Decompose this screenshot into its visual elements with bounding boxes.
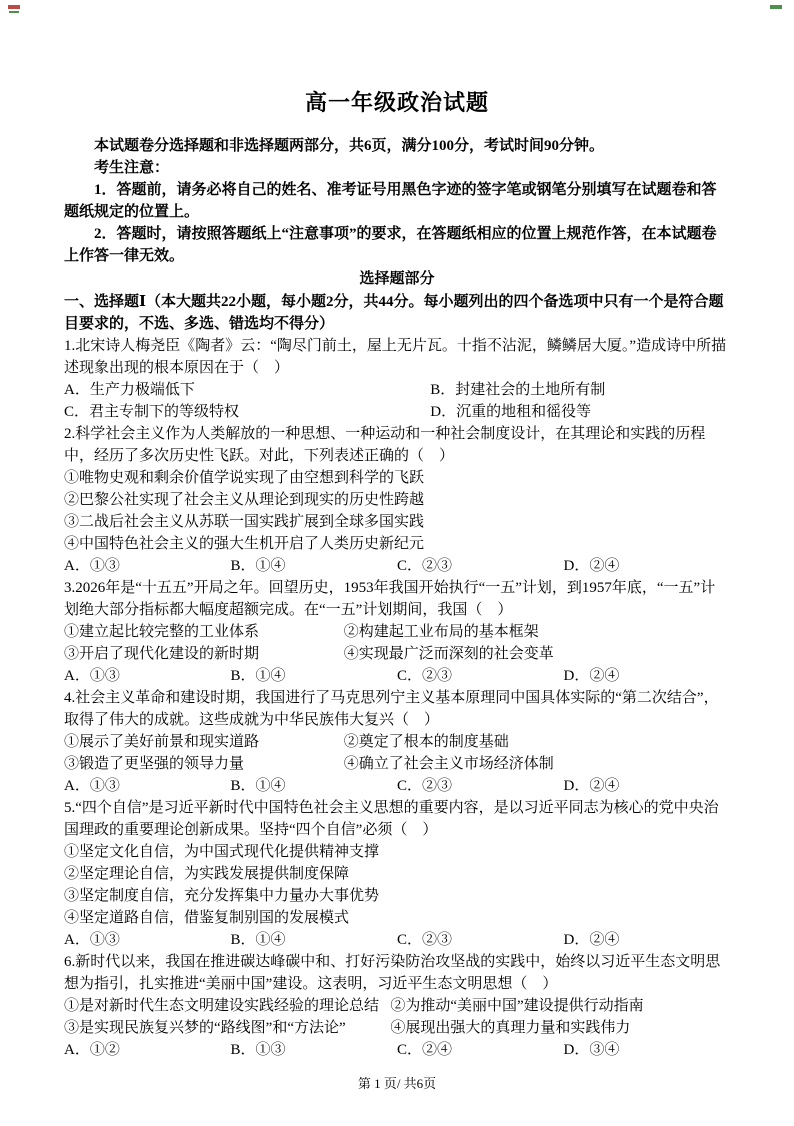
question-stem: 3.2026年是“十五五”开局之年。回望历史，1953年我国开始执行“一五”计划，到1957年底，“一五”计划绝大部分指标都大幅度超额完成。在“一五”计划期间，我国（ ） xyxy=(64,580,716,618)
answer-c: C．②③ xyxy=(397,558,453,574)
answer-a: A．①③ xyxy=(64,778,120,794)
notice-item-1: 1．答题前，请务必将自己的姓名、准考证号用黑色字迹的签字笔或钢笔分别填写在试题卷和答题纸规定的位置上。 xyxy=(64,182,717,220)
answer-row xyxy=(64,775,730,797)
statement-4: ④展现出强大的真理力量和实践伟力 xyxy=(390,1020,631,1036)
question-6 xyxy=(64,951,730,1061)
notice-label: 考生注意： xyxy=(94,160,170,176)
answer-row xyxy=(64,665,730,687)
question-2 xyxy=(64,423,730,577)
question-stem: 6.新时代以来，我国在推进碳达峰碳中和、打好污染防治攻坚战的实践中，始终以习近平生态文明思想为指引，扎实推进“美丽中国”建设。这表明，习近平生态文明思想（ ） xyxy=(64,954,721,992)
question-stem: 5.“四个自信”是习近平新时代中国特色社会主义思想的重要内容，是以习近平同志为核心的党中央治国理政的重要理论创新成果。坚持“四个自信”必须（ ） xyxy=(64,800,719,838)
answer-d: D．②④ xyxy=(563,778,620,794)
page-footer: 第 1 页/ 共6页 xyxy=(357,1076,437,1091)
question-5 xyxy=(64,797,730,951)
question-stem: 1.北宋诗人梅尧臣《陶者》云：“陶尽门前土，屋上无片瓦。十指不沾泥，鳞鳞居大厦。”造成诗中所描述现象出现的根本原因在于（ ） xyxy=(64,338,727,376)
answer-a: A．①③ xyxy=(64,668,120,684)
statement-1: ①唯物史观和剩余价值学说实现了由空想到科学的飞跃 xyxy=(64,470,425,486)
answer-d: D．②④ xyxy=(563,668,620,684)
statement-2: ②构建起工业布局的基本框架 xyxy=(343,624,539,640)
question-stem: 4.社会主义革命和建设时期，我国进行了马克思列宁主义基本原理同中国具体实际的“第二次结合”，取得了伟大的成就。这些成就为中华民族伟大复兴（ ） xyxy=(64,690,719,728)
statement-4: ④中国特色社会主义的强大生机开启了人类历史新纪元 xyxy=(64,536,425,552)
statement-3: ③是实现民族复兴梦的“路线图”和“方法论” xyxy=(64,1020,346,1036)
answer-b: B．①④ xyxy=(230,778,286,794)
answer-b: B．①④ xyxy=(230,668,286,684)
answer-c: C．②④ xyxy=(397,1042,453,1058)
option-a: A．生产力极端低下 xyxy=(64,382,195,398)
statement-2: ②为推动“美丽中国”建设提供行动指南 xyxy=(390,998,644,1014)
statement-3: ③二战后社会主义从苏联一国实践扩展到全球多国实践 xyxy=(64,514,425,530)
notice-item-2: 2．答题时，请按照答题纸上“注意事项”的要求，在答题纸相应的位置上规范作答，在本试题卷上作答一律无效。 xyxy=(64,226,717,264)
question-stem: 2.科学社会主义作为人类解放的一种思想、一种运动和一种社会制度设计，在其理论和实践的历程中，经历了多次历史性飞跃。对此，下列表述正确的（ ） xyxy=(64,426,706,464)
statement-grid xyxy=(64,995,730,1039)
statement-1: ①坚定文化自信，为中国式现代化提供精神支撑 xyxy=(64,844,380,860)
statement-4: ④坚定道路自信，借鉴复制别国的发展模式 xyxy=(64,910,350,926)
answer-d: D．②④ xyxy=(563,932,620,948)
answer-d: D．③④ xyxy=(563,1042,620,1058)
exam-summary: 本试题卷分选择题和非选择题两部分，共6页，满分100分，考试时间90分钟。 xyxy=(94,138,605,154)
statement-3: ③开启了现代化建设的新时期 xyxy=(64,646,260,662)
statement-grid xyxy=(64,731,730,775)
option-d: D．沉重的地租和徭役等 xyxy=(430,404,592,420)
answer-a: A．①③ xyxy=(64,932,120,948)
option-grid xyxy=(64,379,730,423)
answer-row xyxy=(64,555,730,577)
option-b: B．封建社会的土地所有制 xyxy=(430,382,606,398)
statement-2: ②奠定了根本的制度基础 xyxy=(343,734,509,750)
question-1 xyxy=(64,335,730,423)
part-intro: 一、选择题Ⅰ（本大题共22小题，每小题2分，共44分。每小题列出的四个备选项中只有一个是符合题目要求的，不选、多选、错选均不得分） xyxy=(64,294,724,332)
question-4 xyxy=(64,687,730,797)
answer-a: A．①③ xyxy=(64,558,120,574)
section-header: 选择题部分 xyxy=(359,271,435,287)
answer-c: C．②③ xyxy=(397,778,453,794)
answer-c: C．②③ xyxy=(397,668,453,684)
statement-3: ③锻造了更坚强的领导力量 xyxy=(64,756,245,772)
answer-b: B．①③ xyxy=(230,1042,286,1058)
question-3 xyxy=(64,577,730,687)
statement-grid xyxy=(64,621,730,665)
answer-b: B．①④ xyxy=(230,932,286,948)
answer-a: A．①② xyxy=(64,1042,120,1058)
statement-1: ①展示了美好前景和现实道路 xyxy=(64,734,260,750)
statement-2: ②巴黎公社实现了社会主义从理论到现实的历史性跨越 xyxy=(64,492,425,508)
statement-4: ④确立了社会主义市场经济体制 xyxy=(343,756,554,772)
statement-1: ①建立起比较完整的工业体系 xyxy=(64,624,260,640)
answer-row xyxy=(64,929,730,951)
answer-c: C．②③ xyxy=(397,932,453,948)
statement-4: ④实现最广泛而深刻的社会变革 xyxy=(343,646,554,662)
statement-1: ①是对新时代生态文明建设实践经验的理论总结 xyxy=(64,998,380,1014)
print-mark-right xyxy=(770,5,782,9)
answer-b: B．①④ xyxy=(230,558,286,574)
statement-2: ②坚定理论自信，为实践发展提供制度保障 xyxy=(64,866,350,882)
answer-d: D．②④ xyxy=(563,558,620,574)
option-c: C．君主专制下的等级特权 xyxy=(64,404,240,420)
print-mark-left xyxy=(8,5,20,9)
statement-3: ③坚定制度自信，充分发挥集中力量办大事优势 xyxy=(64,888,380,904)
page-title: 高一年级政治试题 xyxy=(304,90,489,115)
answer-row xyxy=(64,1039,730,1061)
